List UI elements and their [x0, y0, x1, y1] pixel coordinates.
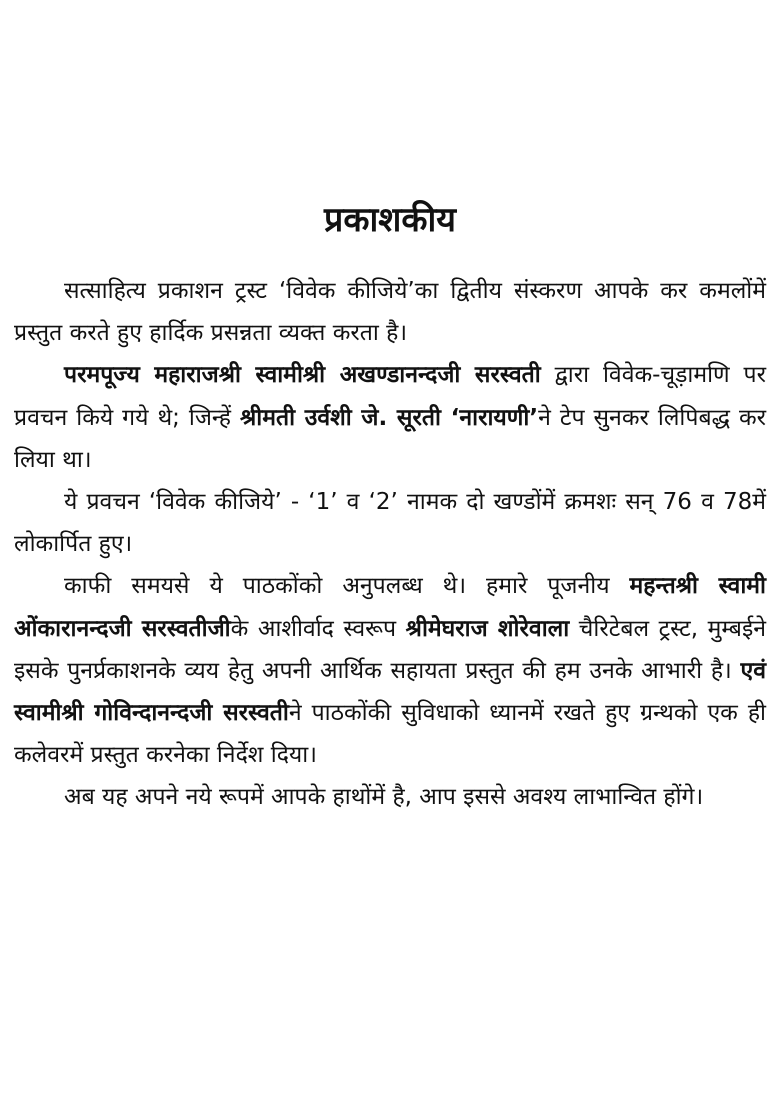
- text-run: ने पाठकोंकी सुविधाको ध्यानमें रखते हुए ग्रन्थको एक ही कलेवरमें प्रस्तुत करनेका निर्देश दिया।: [14, 700, 767, 769]
- text-run: ये प्रवचन ‘विवेक कीजिये’ - ‘1’ व ‘2’ नामक दो खण्डोंमें क्रमशः सन् 76 व 78में लोकार्पित हुए।: [14, 489, 766, 558]
- paragraph-discourses: [14, 354, 766, 481]
- text-run-bold: एवं स्वामीश्री गोविन्दानन्दजी सरस्वती: [14, 657, 766, 727]
- paragraph-intro: [14, 270, 766, 354]
- text-run-bold: परमपूज्य महाराजश्री स्वामीश्री अखण्डानन्दजी सरस्वती: [64, 362, 541, 389]
- page-title: प्रकाशकीय: [323, 200, 457, 240]
- document-body: [14, 270, 766, 819]
- text-run: द्वारा विवेक-चूड़ामणि पर प्रवचन किये गये थे; जिन्हें: [14, 362, 767, 431]
- text-run: अब यह अपने नये रूपमें आपके हाथोंमें है, आप इससे अवश्य लाभान्वित होंगे।: [64, 784, 704, 811]
- text-run-bold: महन्तश्री स्वामी ओंकारानन्दजी सरस्वतीजी: [14, 573, 767, 642]
- text-run: ने टेप सुनकर लिपिबद्ध कर लिया था।: [14, 404, 767, 473]
- text-run-bold: श्रीमेघराज शोरेवाला: [405, 615, 570, 642]
- paragraph-volumes: [14, 481, 766, 565]
- text-run: काफी समयसे ये पाठकोंको अनुपलब्ध थे। हमारे पूजनीय: [64, 573, 630, 600]
- paragraph-closing: [14, 776, 766, 818]
- text-run-bold: श्रीमती उर्वशी जे. सूरती ‘नारायणी’: [240, 404, 539, 431]
- text-run: सत्साहित्य प्रकाशन ट्रस्ट ‘विवेक कीजिये’का द्वितीय संस्करण आपके कर कमलोंमें प्रस्तुत करते हुए हार्दिक प्रसन्नता व्यक्त करता है।: [14, 278, 766, 347]
- text-run: चैरिटेबल ट्रस्ट, मुम्बईने इसके पुनर्प्रकाशनके व्यय हेतु अपनी आर्थिक सहायता प्रस्तुत की हम उनके आभारी है।: [14, 615, 766, 684]
- paragraph-acknowledgement: [14, 565, 766, 776]
- text-run: के आशीर्वाद स्वरूप: [230, 615, 406, 642]
